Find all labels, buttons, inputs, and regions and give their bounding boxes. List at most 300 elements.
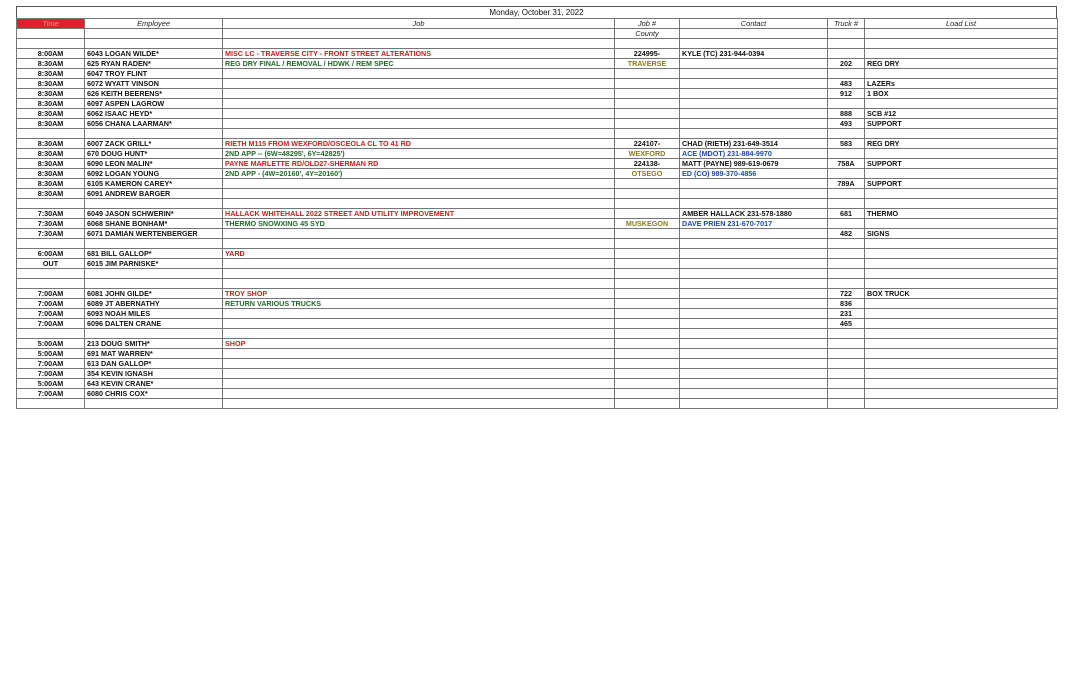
job-number-cell (615, 99, 680, 109)
contact-cell (680, 129, 828, 139)
job-number-cell (615, 229, 680, 239)
job-cell (223, 79, 615, 89)
time-cell: 8:30AM (17, 89, 85, 99)
job-number-cell (615, 209, 680, 219)
table-row (17, 109, 1058, 119)
load-list-cell (865, 49, 1058, 59)
truck-cell: 722 (828, 289, 865, 299)
time-cell (17, 239, 85, 249)
header-time: Time (17, 19, 85, 29)
job-number-cell (615, 279, 680, 289)
contact-cell: KYLE (TC) 231-944-0394 (680, 49, 828, 59)
job-cell (223, 119, 615, 129)
contact-cell (680, 189, 828, 199)
job-number-cell (615, 179, 680, 189)
job-cell (223, 239, 615, 249)
truck-cell: 465 (828, 319, 865, 329)
header-spacer (680, 29, 828, 39)
employee-cell: 6089 JT ABERNATHY (85, 299, 223, 309)
job-cell (223, 189, 615, 199)
employee-cell: 613 DAN GALLOP* (85, 359, 223, 369)
load-list-cell: REG DRY (865, 59, 1058, 69)
contact-cell (680, 339, 828, 349)
contact-cell: DAVE PRIEN 231-670-7017 (680, 219, 828, 229)
contact-cell (680, 249, 828, 259)
employee-cell: 6047 TROY FLINT (85, 69, 223, 79)
load-list-cell (865, 319, 1058, 329)
contact-cell (680, 229, 828, 239)
table-row (17, 369, 1058, 379)
contact-cell: ED (CO) 989-370-4856 (680, 169, 828, 179)
time-cell: OUT (17, 259, 85, 269)
table-row (17, 329, 1058, 339)
job-cell: YARD (223, 249, 615, 259)
contact-cell (680, 379, 828, 389)
contact-cell (680, 99, 828, 109)
load-list-cell (865, 279, 1058, 289)
load-list-cell (865, 99, 1058, 109)
contact-cell (680, 89, 828, 99)
time-cell: 8:30AM (17, 99, 85, 109)
truck-cell: 758A (828, 159, 865, 169)
job-number-cell (615, 399, 680, 409)
contact-cell (680, 259, 828, 269)
contact-cell (680, 269, 828, 279)
time-cell: 8:30AM (17, 179, 85, 189)
load-list-cell: SIGNS (865, 229, 1058, 239)
header-load-list: Load List (865, 19, 1058, 29)
contact-cell (680, 109, 828, 119)
job-number-cell (615, 89, 680, 99)
job-cell (223, 99, 615, 109)
employee-cell: 6007 ZACK GRILL* (85, 139, 223, 149)
job-cell (223, 329, 615, 339)
table-row (17, 39, 1058, 49)
time-cell: 8:00AM (17, 49, 85, 59)
job-number-cell (615, 309, 680, 319)
truck-cell (828, 249, 865, 259)
table-row (17, 149, 1058, 159)
truck-cell (828, 69, 865, 79)
table-row (17, 59, 1058, 69)
contact-cell (680, 349, 828, 359)
schedule-date: Monday, October 31, 2022 (16, 6, 1057, 18)
contact-cell (680, 359, 828, 369)
job-cell (223, 309, 615, 319)
time-cell: 8:30AM (17, 119, 85, 129)
load-list-cell: THERMO (865, 209, 1058, 219)
table-row (17, 239, 1058, 249)
load-list-cell: SUPPORT (865, 119, 1058, 129)
job-cell (223, 389, 615, 399)
header-job-number: Job # (615, 19, 680, 29)
contact-cell (680, 199, 828, 209)
table-row (17, 139, 1058, 149)
job-cell (223, 179, 615, 189)
schedule-table (16, 18, 1058, 409)
table-row (17, 229, 1058, 239)
schedule-sheet (16, 6, 1057, 409)
employee-cell: 691 MAT WARREN* (85, 349, 223, 359)
job-number-cell (615, 369, 680, 379)
load-list-cell (865, 329, 1058, 339)
load-list-cell: LAZERs (865, 79, 1058, 89)
employee-cell: 6062 ISAAC HEYD* (85, 109, 223, 119)
table-row (17, 79, 1058, 89)
time-cell: 5:00AM (17, 339, 85, 349)
time-cell (17, 399, 85, 409)
time-cell: 7:00AM (17, 309, 85, 319)
truck-cell: 231 (828, 309, 865, 319)
truck-cell (828, 99, 865, 109)
contact-cell (680, 289, 828, 299)
header-spacer (17, 29, 85, 39)
employee-cell: 6091 ANDREW BARGER (85, 189, 223, 199)
header-spacer (828, 29, 865, 39)
header-spacer (85, 29, 223, 39)
contact-cell (680, 399, 828, 409)
employee-cell: 6090 LEON MALIN* (85, 159, 223, 169)
table-row (17, 289, 1058, 299)
table-body (17, 39, 1058, 409)
job-number-cell (615, 329, 680, 339)
employee-cell: 6049 JASON SCHWERIN* (85, 209, 223, 219)
table-row (17, 219, 1058, 229)
time-cell: 7:30AM (17, 229, 85, 239)
truck-cell (828, 169, 865, 179)
employee-cell: 354 KEVIN IGNASH (85, 369, 223, 379)
table-row (17, 99, 1058, 109)
job-cell: SHOP (223, 339, 615, 349)
truck-cell (828, 269, 865, 279)
truck-cell (828, 39, 865, 49)
time-cell: 7:00AM (17, 289, 85, 299)
table-row (17, 159, 1058, 169)
table-row (17, 399, 1058, 409)
job-number-cell: WEXFORD (615, 149, 680, 159)
time-cell: 8:30AM (17, 69, 85, 79)
contact-cell: CHAD (RIETH) 231-649-3514 (680, 139, 828, 149)
job-number-cell: TRAVERSE (615, 59, 680, 69)
employee-cell: 6015 JIM PARNISKE* (85, 259, 223, 269)
truck-cell: 789A (828, 179, 865, 189)
table-header (17, 19, 1058, 39)
table-row (17, 189, 1058, 199)
table-row (17, 259, 1058, 269)
load-list-cell (865, 219, 1058, 229)
load-list-cell: BOX TRUCK (865, 289, 1058, 299)
contact-cell (680, 299, 828, 309)
job-cell: PAYNE MARLETTE RD/OLD27-SHERMAN RD (223, 159, 615, 169)
table-row (17, 49, 1058, 59)
job-number-cell: 224107- (615, 139, 680, 149)
job-number-cell (615, 299, 680, 309)
employee-cell: 681 BILL GALLOP* (85, 249, 223, 259)
job-cell: MISC LC - TRAVERSE CITY - FRONT STREET ALTERATIONS (223, 49, 615, 59)
job-cell (223, 349, 615, 359)
job-number-cell (615, 289, 680, 299)
job-number-cell: 224995- (615, 49, 680, 59)
job-number-cell (615, 389, 680, 399)
truck-cell: 836 (828, 299, 865, 309)
load-list-cell (865, 269, 1058, 279)
employee-cell: 6071 DAMIAN WERTENBERGER (85, 229, 223, 239)
table-row (17, 199, 1058, 209)
job-number-cell (615, 39, 680, 49)
table-row (17, 269, 1058, 279)
employee-cell (85, 239, 223, 249)
load-list-cell (865, 379, 1058, 389)
employee-cell: 6080 CHRIS COX* (85, 389, 223, 399)
contact-cell (680, 329, 828, 339)
employee-cell: 626 KEITH BEERENS* (85, 89, 223, 99)
time-cell: 8:30AM (17, 59, 85, 69)
job-number-cell (615, 199, 680, 209)
truck-cell (828, 199, 865, 209)
employee-cell: 6096 DALTEN CRANE (85, 319, 223, 329)
contact-cell (680, 389, 828, 399)
employee-cell: 6081 JOHN GILDE* (85, 289, 223, 299)
job-cell (223, 109, 615, 119)
load-list-cell (865, 339, 1058, 349)
table-row (17, 89, 1058, 99)
job-number-cell (615, 129, 680, 139)
job-cell: THERMO SNOWXING 45 SYD (223, 219, 615, 229)
job-cell (223, 259, 615, 269)
job-cell (223, 269, 615, 279)
job-number-cell (615, 109, 680, 119)
header-county: County (615, 29, 680, 39)
employee-cell: 6093 NOAH MILES (85, 309, 223, 319)
job-number-cell: OTSEGO (615, 169, 680, 179)
job-cell (223, 199, 615, 209)
job-number-cell (615, 339, 680, 349)
employee-cell (85, 199, 223, 209)
table-row (17, 299, 1058, 309)
job-cell (223, 359, 615, 369)
table-row (17, 359, 1058, 369)
header-spacer (223, 29, 615, 39)
employee-cell: 643 KEVIN CRANE* (85, 379, 223, 389)
job-number-cell (615, 119, 680, 129)
truck-cell (828, 129, 865, 139)
time-cell (17, 279, 85, 289)
employee-cell: 670 DOUG HUNT* (85, 149, 223, 159)
load-list-cell (865, 69, 1058, 79)
truck-cell (828, 239, 865, 249)
job-number-cell (615, 349, 680, 359)
truck-cell: 493 (828, 119, 865, 129)
table-row (17, 69, 1058, 79)
table-row (17, 319, 1058, 329)
truck-cell: 202 (828, 59, 865, 69)
job-number-cell (615, 269, 680, 279)
time-cell: 7:00AM (17, 389, 85, 399)
job-cell (223, 319, 615, 329)
table-row (17, 169, 1058, 179)
job-number-cell (615, 189, 680, 199)
load-list-cell (865, 259, 1058, 269)
job-cell: REG DRY FINAL / REMOVAL / HDWK / REM SPEC (223, 59, 615, 69)
load-list-cell (865, 149, 1058, 159)
contact-cell (680, 69, 828, 79)
load-list-cell (865, 39, 1058, 49)
table-row (17, 379, 1058, 389)
job-cell: RETURN VARIOUS TRUCKS (223, 299, 615, 309)
load-list-cell: SUPPORT (865, 159, 1058, 169)
time-cell: 8:30AM (17, 159, 85, 169)
time-cell: 8:30AM (17, 189, 85, 199)
job-cell (223, 129, 615, 139)
table-row (17, 179, 1058, 189)
load-list-cell: SCB #12 (865, 109, 1058, 119)
truck-cell: 681 (828, 209, 865, 219)
job-number-cell (615, 69, 680, 79)
job-cell (223, 399, 615, 409)
truck-cell (828, 349, 865, 359)
time-cell (17, 269, 85, 279)
load-list-cell (865, 239, 1058, 249)
contact-cell (680, 309, 828, 319)
time-cell (17, 199, 85, 209)
load-list-cell: 1 BOX (865, 89, 1058, 99)
job-cell: HALLACK WHITEHALL 2022 STREET AND UTILITY IMPROVEMENT (223, 209, 615, 219)
table-row (17, 119, 1058, 129)
contact-cell: MATT (PAYNE) 989-619-0679 (680, 159, 828, 169)
job-number-cell (615, 319, 680, 329)
employee-cell: 625 RYAN RADEN* (85, 59, 223, 69)
employee-cell: 6097 ASPEN LAGROW (85, 99, 223, 109)
job-cell (223, 39, 615, 49)
time-cell: 6:00AM (17, 249, 85, 259)
contact-cell (680, 239, 828, 249)
contact-cell (680, 39, 828, 49)
time-cell (17, 39, 85, 49)
job-number-cell (615, 259, 680, 269)
header-employee: Employee (85, 19, 223, 29)
load-list-cell (865, 169, 1058, 179)
job-cell: 2ND APP -- (6W=48295', 6Y=42825') (223, 149, 615, 159)
employee-cell (85, 269, 223, 279)
table-row (17, 339, 1058, 349)
truck-cell (828, 189, 865, 199)
job-number-cell (615, 79, 680, 89)
job-cell (223, 379, 615, 389)
job-number-cell (615, 239, 680, 249)
contact-cell (680, 279, 828, 289)
truck-cell (828, 219, 865, 229)
truck-cell (828, 329, 865, 339)
truck-cell (828, 279, 865, 289)
employee-cell: 6105 KAMERON CAREY* (85, 179, 223, 189)
table-row (17, 349, 1058, 359)
load-list-cell (865, 309, 1058, 319)
table-row (17, 309, 1058, 319)
time-cell (17, 129, 85, 139)
truck-cell (828, 359, 865, 369)
time-cell: 7:30AM (17, 219, 85, 229)
truck-cell: 482 (828, 229, 865, 239)
table-row (17, 249, 1058, 259)
truck-cell (828, 369, 865, 379)
truck-cell (828, 49, 865, 59)
load-list-cell (865, 369, 1058, 379)
time-cell: 8:30AM (17, 139, 85, 149)
job-cell: 2ND APP - (4W=20160', 4Y=20160') (223, 169, 615, 179)
load-list-cell (865, 349, 1058, 359)
header-spacer (865, 29, 1058, 39)
job-cell (223, 69, 615, 79)
contact-cell (680, 319, 828, 329)
time-cell (17, 329, 85, 339)
time-cell: 5:00AM (17, 379, 85, 389)
employee-cell: 6068 SHANE BONHAM* (85, 219, 223, 229)
truck-cell (828, 389, 865, 399)
truck-cell: 483 (828, 79, 865, 89)
job-cell (223, 229, 615, 239)
time-cell: 7:00AM (17, 369, 85, 379)
job-number-cell (615, 249, 680, 259)
load-list-cell (865, 389, 1058, 399)
truck-cell (828, 339, 865, 349)
header-truck: Truck # (828, 19, 865, 29)
header-job: Job (223, 19, 615, 29)
time-cell: 7:30AM (17, 209, 85, 219)
contact-cell: AMBER HALLACK 231-578-1880 (680, 209, 828, 219)
load-list-cell: SUPPORT (865, 179, 1058, 189)
time-cell: 7:00AM (17, 299, 85, 309)
table-row (17, 209, 1058, 219)
load-list-cell (865, 129, 1058, 139)
job-cell (223, 369, 615, 379)
table-row (17, 279, 1058, 289)
truck-cell: 888 (828, 109, 865, 119)
load-list-cell (865, 399, 1058, 409)
contact-cell (680, 369, 828, 379)
employee-cell: 6043 LOGAN WILDE* (85, 49, 223, 59)
time-cell: 7:00AM (17, 359, 85, 369)
contact-cell (680, 59, 828, 69)
truck-cell: 583 (828, 139, 865, 149)
job-cell (223, 89, 615, 99)
load-list-cell (865, 249, 1058, 259)
employee-cell (85, 279, 223, 289)
job-number-cell (615, 379, 680, 389)
truck-cell (828, 259, 865, 269)
table-row (17, 129, 1058, 139)
job-number-cell (615, 359, 680, 369)
employee-cell: 6056 CHANA LAARMAN* (85, 119, 223, 129)
header-contact: Contact (680, 19, 828, 29)
load-list-cell (865, 199, 1058, 209)
time-cell: 8:30AM (17, 149, 85, 159)
job-number-cell: MUSKEGON (615, 219, 680, 229)
contact-cell: ACE (MDOT) 231-884-9970 (680, 149, 828, 159)
load-list-cell (865, 299, 1058, 309)
time-cell: 8:30AM (17, 169, 85, 179)
employee-cell (85, 129, 223, 139)
load-list-cell: REG DRY (865, 139, 1058, 149)
table-row (17, 389, 1058, 399)
job-cell: TROY SHOP (223, 289, 615, 299)
job-cell: RIETH M115 FROM WEXFORD/OSCEOLA CL TO 41 RD (223, 139, 615, 149)
time-cell: 5:00AM (17, 349, 85, 359)
time-cell: 7:00AM (17, 319, 85, 329)
contact-cell (680, 119, 828, 129)
job-number-cell: 224138- (615, 159, 680, 169)
truck-cell (828, 379, 865, 389)
truck-cell (828, 149, 865, 159)
